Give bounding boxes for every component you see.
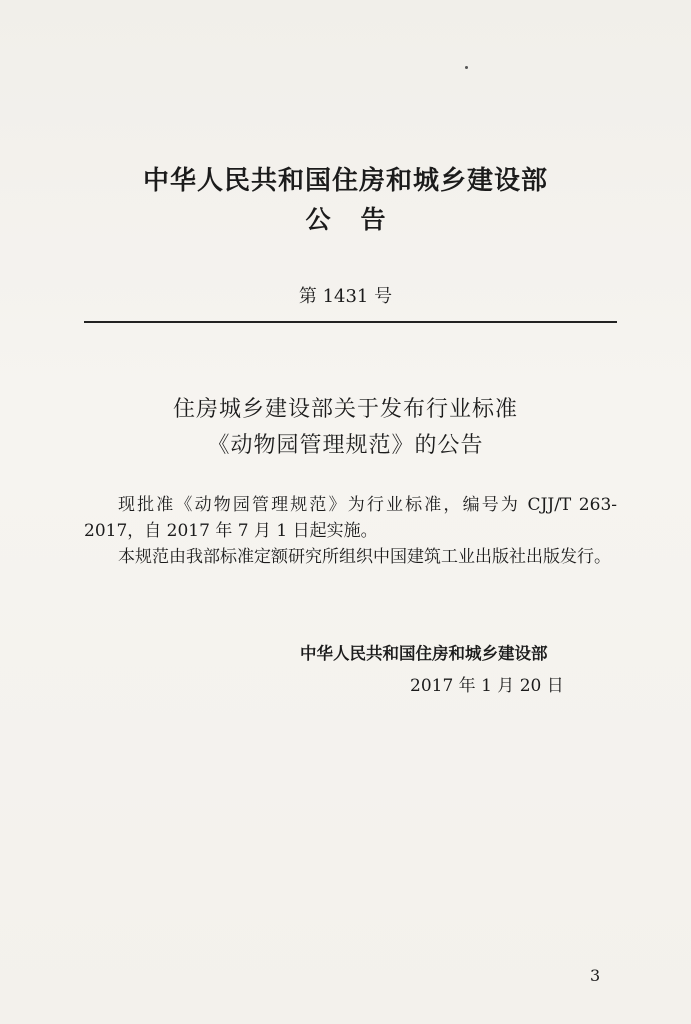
announcement-body xyxy=(84,492,617,570)
signature-date: 2017 年 1 月 20 日 xyxy=(410,676,564,696)
body-paragraph: 本规范由我部标准定额研究所组织中国建筑工业出版社出版发行。 xyxy=(118,547,611,567)
page-number: 3 xyxy=(590,966,601,985)
document-type: 公告 xyxy=(305,205,416,234)
signature-organization: 中华人民共和国住房和城乡建设部 xyxy=(300,644,548,663)
header-divider xyxy=(84,321,617,323)
issuer-title: 中华人民共和国住房和城乡建设部 xyxy=(142,166,548,196)
body-paragraph: 现批准《动物园管理规范》为行业标准，编号为 CJJ/T 263-2017，自 2017 年 7 月 1 日起实施。 xyxy=(84,495,617,541)
print-speck xyxy=(465,66,468,69)
announcement-heading-line2: 《动物园管理规范》的公告 xyxy=(207,433,484,458)
announcement-heading-line1: 住房城乡建设部关于发布行业标准 xyxy=(172,397,518,422)
document-number: 第 1431 号 xyxy=(298,286,393,307)
